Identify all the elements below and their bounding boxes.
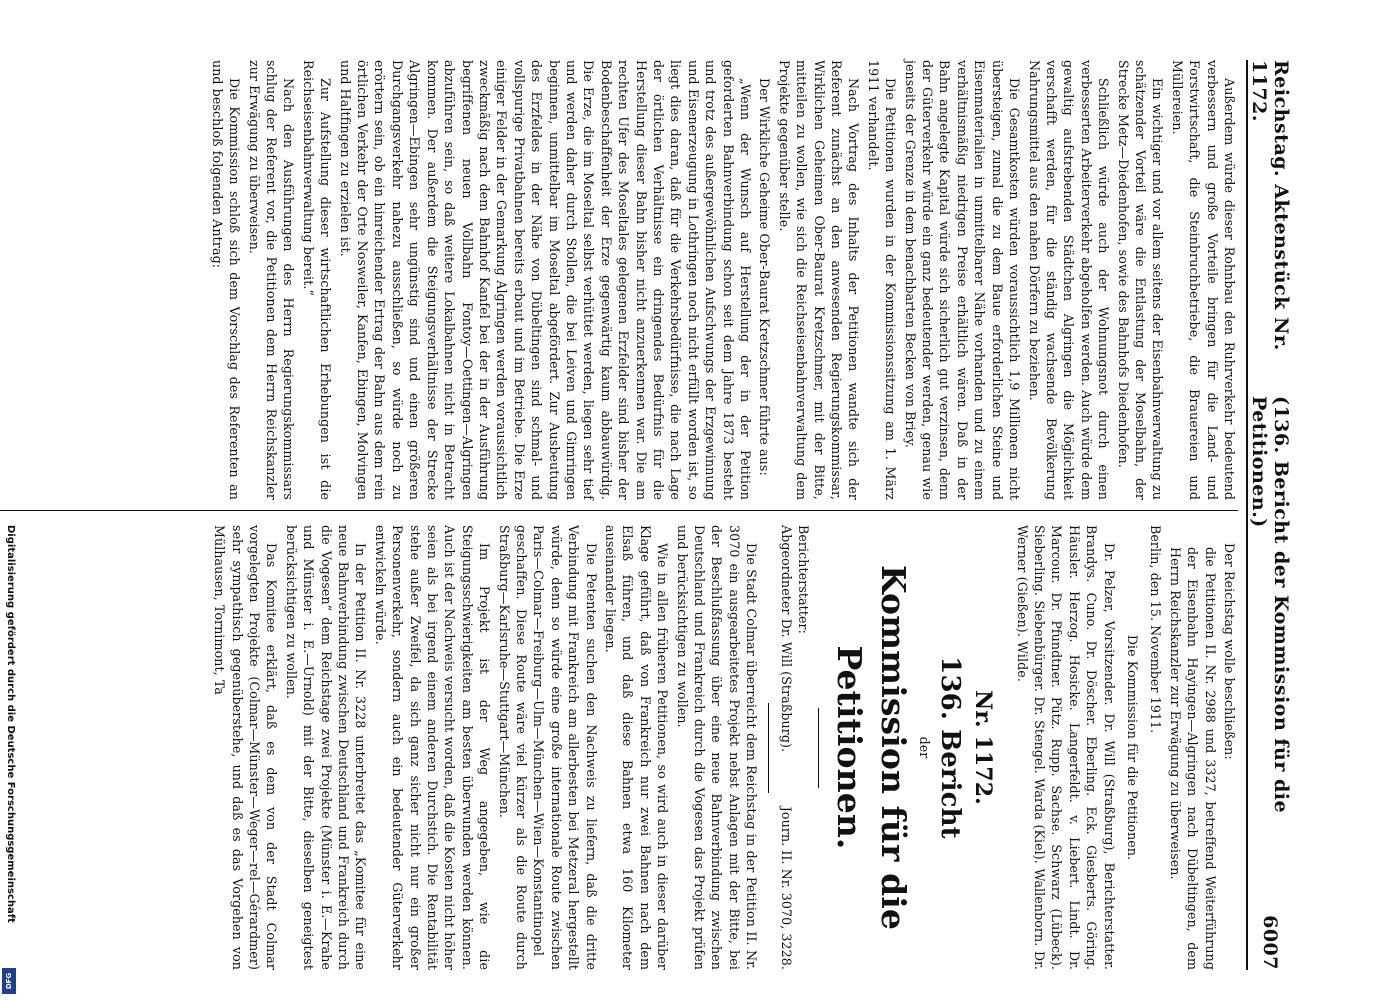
paragraph: Im Projekt ist der Weg angegeben, wie die Steigungsschwierigkeiten am besten überwunden werden können. Auch ist der Nachweis versucht worden, daß die Kosten nicht höher seien als bei irgend einem anderen Durchstich. Die Rentabilität stehe außer Zweifel, da sich ganz sicher nicht nur ein großer Personenverkehr, sondern auch ein bedeutender Güterverkehr entwickeln würde. [372, 525, 493, 970]
column-divider [0, 510, 1238, 511]
running-head-center: (136. Bericht der Kommission für die Petitionen.) [1248, 395, 1292, 814]
paragraph: Nach den Ausführungen des Herrn Regierungskommissars schlug der Referent vor, die Petitionen dem Herrn Reichskanzler zur Erwägung zu überweisen. [246, 60, 297, 500]
right-column [0, 525, 1238, 970]
report-title: 136. Bericht [935, 656, 966, 839]
page-number: 6007 [1259, 915, 1281, 970]
paragraph: Die Stadt Colmar überreicht dem Reichstag in der Petition II. Nr. 3070 ein ausgearbeitetes Projekt nebst Anlagen mit der Bitte, bei der Beschlußfassung über eine neue Bahnverbindung zwischen Deutschland und Frankreich durch die Vogesen das Projekt prüfen und berücksichtigen zu wollen. [674, 525, 760, 970]
document-number: Nr. 1172. [970, 690, 997, 805]
paragraph: Die Kommission schloß sich dem Vorschlag des Referenten an und beschloß folgenden Antrag: [209, 60, 243, 500]
paragraph: „Wenn der Wunsch auf Herstellung der in der Petition geforderten Bahnverbindung schon seit dem Jahre 1873 besteht und trotz des außergewöhnlichen Aufschwungs der Erzgewinnung und Eisenerzeugung in Lothringen noch nicht erfüllt worden ist, so liegt dies daran, daß für die Verkehrsbedürfnisse, die nach Lage der örtlichen Verhältnisse ein dringendes Bedürfnis für die Herstellung dieser Bahn bisher nicht anzuerkennen war. Die am rechten Ufer des Moseltales gelegenen Erzfelder sind bisher der Bodenbeschaffenheit der Erze gegenwärtig kaum abbauwürdig. Die Erze, die im Moseltal selbst verhüttet werden, liegen sehr tief und werden daher durch Stollen, die bei Leiven und Gimringen beginnen, unmittelbar im Moseltal abgefördert. Zur Ausbeutung des Erzfeldes in der Nähe von Dübeltingen sind schmal- und vollspurige Privatbahnen bereits erbaut und im Betriebe. Die Erze einiger Felder in der Gemarkung Algringen werden voraussichtlich zweckmäßig nach dem Bahnhof Kanfel bei der in der Ausführung begriffenen neuen Vollbahn Fontoy—Oettingen—Algringen abzuführen sein, so daß weitere Lokalbahnen nicht in Betracht kommen. Der außerdem die Steigungsverhältnisse der Strecke Algringen—Ebingen sehr ungünstig sind und einen größeren Durchgangsverkehr nahezu ausschließen, so würde noch zu erörtern sein, ob ein hinreichender Ertrag der Bahn aus dem rein örtlichen Verkehr der Orte Nosweiler, Kanfen, Ebingen, Molvingen und Haltfingen zu erzielen ist. [337, 60, 754, 500]
committee-members: Dr. Pelzer, Vorsitzender. Dr. Will (Straßburg), Berichterstatter. Brandys. Cuno. Dr. Döscher. Eberling. Eck. Giesberts. Göring. Häusler. Herzog. Hosicke. Langerfeldt. v. Liebert. Lindt. Dr. Marcour. Dr. Pfundtner. Pütz. Rupp. Sachse. Schwarz (Lübeck). Sieberling. Siebenbürger. Dr. Stengel. Warda (Kiel). Wallenborn. Dr. Werner (Gießen). Wilde. [1014, 525, 1117, 970]
paragraph: Die Petenten suchen den Nachweis zu liefern, daß die dritte Verbindung mit Frankreich am allerbesten bei Metzeral hergestellt würde, denn so würde eine große internationale Route zwischen Paris—Colmar—Freiburg—Ulm—München—Wien—Konstantinopel geschaffen. Diese Route wäre viel kürzer als die Route durch Straßburg—Karlsruhe—Stuttgart—München. [496, 525, 599, 970]
dfg-logo: DFG [2, 968, 16, 994]
title-rule [818, 708, 819, 788]
commission-title: Kommission für die Petitionen. [830, 565, 914, 930]
motion-text: die Petitionen II. Nr. 2988 und 3327, betreffend Weiterführung der Eisenbahn Hayingen—Algringen nach Dübeltingen, dem Herrn Reichskanzler zur Erwägung zu überweisen. [1167, 547, 1218, 970]
document-page [0, 20, 1290, 980]
reporter-name: Abgeordneter Dr. Will (Straßburg). [778, 525, 794, 753]
digitization-note: Digitalisierung gefördert durch die Deutsche Forschungsgemeinschaft [5, 525, 16, 923]
header-rule [1246, 60, 1248, 970]
committee-heading: Die Kommission für die Petitionen. [1124, 634, 1140, 861]
paragraph: Das Komitee erklärt, daß es dem von der Stadt Colmar vorgelegten Projekte (Colmar—Münster—Weger—rel—Gérardmer) sehr sympathisch gegenüberstehe, und daß es das Vorgehen von Mülhausen, Tornimont, Ta [212, 525, 280, 970]
paragraph: Zur Aufstellung dieser wirtschaftlichen Erhebungen ist die Reichseisenbahnverwaltung bereit.“ [300, 60, 334, 500]
left-column [0, 60, 1238, 500]
paragraph: Schließlich würde auch der Wohnungsnot durch einen verbesserten Arbeiterverkehr abgeholfen werden. Auch würde dem gewaltig aufstrebenden Städtchen Algringen die Möglichkeit verschafft werden, für die ständig wachsende Bevölkerung Nahrungsmittel aus den nahen Dörfern zu beziehen. [1026, 60, 1112, 500]
paragraph: Nach Vortrag des Inhalts der Petitionen wandte sich der Referent zunächst an den anwesenden Regierungskommissar, Wirklichen Geheimen Ober-Baurat Kretzschmer, mit der Bitte, mitteilen zu wollen, wie sich die Reichseisenbahnverwaltung dem Projekte gegenüber stelle. [776, 60, 862, 500]
reporter-label: Berichterstatter: [796, 525, 812, 635]
paragraph: Der Wirkliche Geheime Ober-Baurat Kretzschmer führte aus: [757, 78, 773, 476]
paragraph: Die Petitionen wurden in der Kommissionssitzung am 1. März 1911 verhandelt. [865, 60, 899, 500]
paragraph: Außerdem würde dieser Rohnbau den Ruhrverkehr bedeutend verbessern und große Vorteile bringen für die Land- und Forstwirtschaft, die Steinbruchbetriebe, die Brauereien und Müllereien. [1169, 60, 1237, 500]
section-rule [768, 703, 769, 793]
paragraph: Die Gesamtkosten würden voraussichtlich 1,9 Millionen nicht übersteigen, zumal die zu dem Baue erforderlichen Steine und Eisenmaterialien in unmittelbarer Nähe vorhanden und zu einem verhältnismäßig niedrigen Preise erhältlich wären. Daß in der Bahn angelegte Kapital würde sich sicherlich gut verzinsen, denn der Güterverkehr würde ein ganz bedeutender werden, genau wie jenseits der Grenze in dem benachbarten Becken von Briey. [902, 60, 1023, 500]
paragraph: Wie in allen früheren Petitionen, so wird auch in dieser darüber Klage geführt, daß von Frankreich nur zwei Bahnen nach dem Elsaß führen, und daß diese Bahnen etwa 160 Kilometer auseinander liegen. [603, 525, 671, 970]
running-head-left: Reichstag. Aktenstück Nr. 1172. [1248, 60, 1292, 351]
report-der: der [917, 736, 933, 759]
date-line: Berlin, den 15. November 1911. [1148, 525, 1164, 734]
paragraph: In der Petition II. Nr. 3228 unterbreitet das „Komitee für eine neue Bahnverbindung zwischen Deutschland und Frankreich durch die Vogesen“ dem Reichstage zwei Projekte (Münster i. E.—Krahe und Münster i. E.—Urnold) mit der Bitte, dieselben geneigtest berücksichtigen zu wollen. [283, 525, 369, 970]
reporter-line [777, 525, 812, 970]
motion-intro: Der Reichstag wolle beschließen: [1222, 543, 1237, 760]
journal-ref: Journ. II. Nr. 3070, 3228. [778, 806, 794, 970]
running-head [1250, 60, 1290, 970]
paragraph: Ein wichtiger und vor allem seitens der Eisenbahnverwaltung zu schätzender Vorteil wäre die Entlastung der Moselbahn, der Strecke Metz—Diedenhofen, sowie des Bahnhofs Diedenhofen. [1115, 60, 1166, 500]
